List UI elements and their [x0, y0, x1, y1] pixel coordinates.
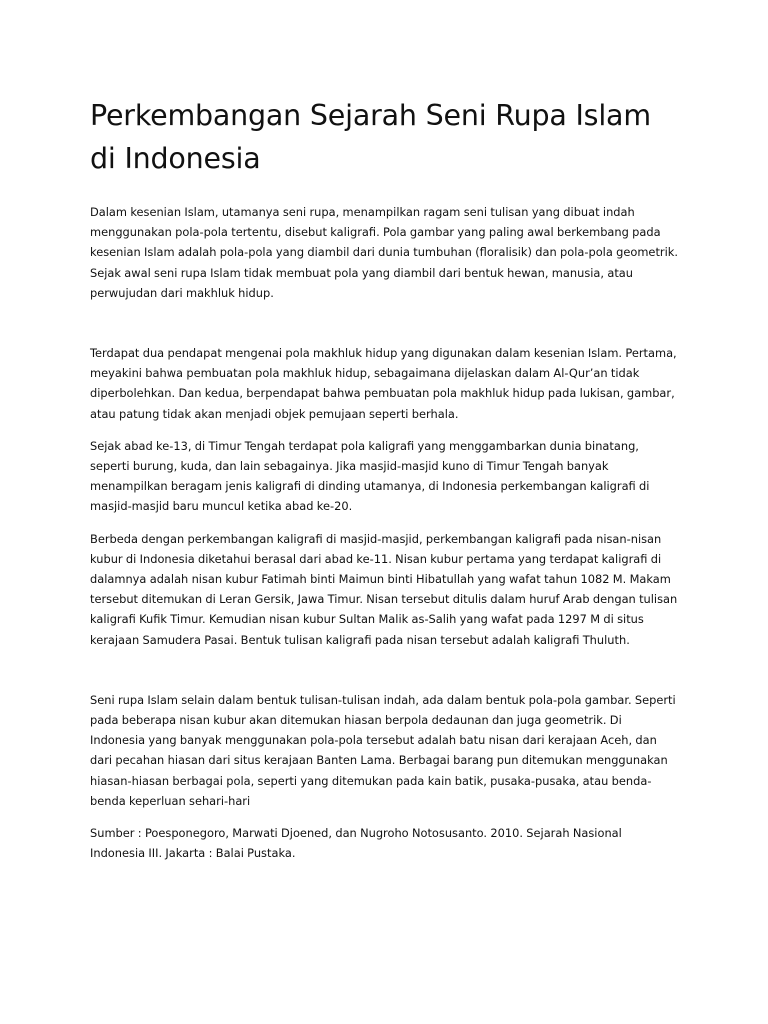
paragraph-intro: Dalam kesenian Islam, utamanya seni rupa, menampilkan ragam seni tulisan yang dibuat indah menggunakan pola-pola tertentu, disebut kaligrafi. Pola gambar yang paling awal berkembang pada kesenian Islam adalah pola-pola yang diambil dari dunia tumbuhan (floralisik) dan pola-pola geometrik. Sejak awal seni rupa Islam tidak membuat pola yang diambil dari bentuk hewan, manusia, atau perwujudan dari makhluk hidup. [90, 205, 678, 300]
document-title: Perkembangan Sejarah Seni Rupa Islam di Indonesia [90, 99, 651, 175]
source-citation: Sumber : Poesponegoro, Marwati Djoened, dan Nugroho Notosusanto. 2010. Sejarah Nasional Indonesia III. Jakarta : Balai Pustaka. [90, 826, 622, 861]
paragraph-tombstones: Berbeda dengan perkembangan kaligrafi di masjid-masjid, perkembangan kaligrafi pada nisan-nisan kubur di Indonesia diketahui berasal dari abad ke-11. Nisan kubur pertama yang terdapat kaligrafi di dalamnya adalah nisan kubur Fatimah binti Maimun binti Hibatullah yang wafat tahun 1082 M. Makam tersebut ditemukan di Leran Gersik, Jawa Timur. Nisan tersebut ditulis dalam huruf Arab dengan tulisan kaligrafi Kufik Timur. Kemudian nisan kubur Sultan Malik as-Salih yang wafat pada 1297 M di situs kerajaan Samudera Pasai. Bentuk tulisan kaligrafi pada nisan tersebut adalah kaligrafi Thuluth. [90, 531, 678, 647]
paragraph-opinions: Terdapat dua pendapat mengenai pola makhluk hidup yang digunakan dalam kesenian Islam. Pertama, meyakini bahwa pembuatan pola makhluk hidup, sebagaimana dijelaskan dalam Al-Qur’an tidak diperbolehkan. Dan kedua, berpendapat bahwa pembuatan pola makhluk hidup pada lukisan, gambar, atau patung tidak akan menjadi objek pemujaan seperti berhala. [90, 346, 677, 421]
spacer [90, 424, 678, 436]
spacer [90, 517, 678, 529]
paragraph-middle-east: Sejak abad ke-13, di Timur Tengah terdapat pola kaligrafi yang menggambarkan dunia binatang, seperti burung, kuda, dan lain sebagainya. Jika masjid-masjid kuno di Timur Tengah banyak menampilkan beragam jenis kaligrafi di dinding utamanya, di Indonesia perkembangan kaligrafi di masjid-masjid baru muncul ketika abad ke-20. [90, 438, 650, 514]
spacer [90, 811, 678, 823]
spacer [90, 303, 678, 343]
spacer [90, 650, 678, 690]
paragraph-patterns: Seni rupa Islam selain dalam bentuk tulisan-tulisan indah, ada dalam bentuk pola-pola gambar. Seperti pada beberapa nisan kubur akan ditemukan hiasan berpola dedaunan dan juga geometrik. Di Indonesia yang banyak menggunakan pola-pola tersebut adalah batu nisan dari kerajaan Aceh, dan dari pecahan hiasan dari situs kerajaan Banten Lama. Berbagai barang pun ditemukan menggunakan hiasan-hiasan berbagai pola, seperti yang ditemukan pada kain batik, pusaka-pusaka, atau benda-benda keperluan sehari-hari [90, 692, 676, 808]
